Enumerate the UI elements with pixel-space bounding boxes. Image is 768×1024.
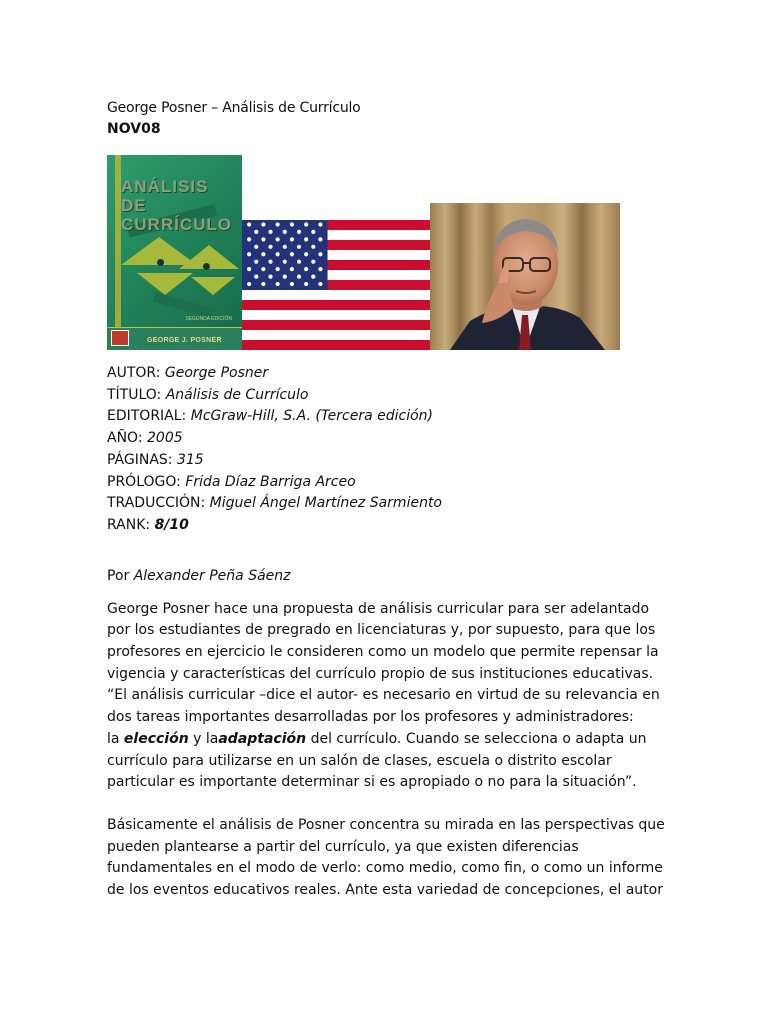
flag-star [290,252,294,256]
flag-star [297,260,301,264]
flag-star [311,245,315,249]
paragraph-1-line: particular es importante determinar si es apropiado o no para la situación”. [107,774,637,791]
flag-star [247,267,251,271]
cover-title [121,177,232,234]
detail-label: TÍTULO: [107,386,166,403]
book-details [107,363,667,537]
flag-stripe [242,290,431,300]
flag-star [318,237,322,241]
flag-star [318,267,322,271]
paragraph-2-line: pueden plantearse a partir del currículo, ya que existen diferencias [107,838,579,855]
flag-stripe [242,320,431,330]
flag-star [297,245,301,249]
paragraph-1-line: vigencia y características del currículo propio de sus instituciones educativas. [107,665,654,682]
detail-row [107,406,667,428]
detail-label: AUTOR: [107,365,165,381]
detail-value: Frida Díaz Barriga Arceo [185,473,356,490]
flag-star [318,252,322,256]
paragraph-2-line: de los eventos educativos reales. Ante esta variedad de concepciones, el autor [107,882,663,899]
byline-author: Alexander Peña Sáenz [133,567,291,584]
flag-star [261,252,265,256]
flag-star [290,237,294,241]
flag-star [247,252,251,256]
detail-row [107,515,667,537]
flag-stripe [242,300,431,310]
detail-label: RANK: [107,516,155,533]
flag-star [283,230,287,234]
flag-star [276,267,280,271]
flag-star [261,237,265,241]
flag-star [254,275,258,279]
flag-star [283,245,287,249]
detail-value: McGraw-Hill, S.A. (Tercera edición) [190,408,433,425]
line-text: la [107,730,124,747]
cover-triangle-4 [191,277,235,295]
flag-star [290,267,294,271]
flag-stripe [242,330,431,340]
paragraph-1-line: George Posner hace una propuesta de análisis curricular para ser adelantado [107,600,650,617]
detail-value: Miguel Ángel Martínez Sarmiento [209,495,442,512]
detail-row [107,363,667,385]
paragraph-1-line: por los estudiantes de pregrado en licenciaturas y, por supuesto, para que los [107,622,656,639]
cover-dot-1 [157,259,164,266]
flag-star [261,267,265,271]
flag-star [311,275,315,279]
author-portrait-image [430,203,620,350]
flag-star [261,282,265,286]
flag-stripe [242,340,431,350]
flag-star [304,237,308,241]
detail-value: 2005 [147,430,183,447]
paragraph-2-line: Básicamente el análisis de Posner concentra su mirada en las perspectivas que [107,816,665,833]
image-row [107,155,667,355]
cover-dot-2 [203,263,210,270]
flag-star [276,282,280,286]
detail-value: 315 [176,451,204,468]
publisher-logo-icon [111,330,129,346]
paragraph-2-line: fundamentales en el modo de verlo: como medio, como fin, o como un informe [107,860,663,877]
detail-label: TRADUCCIÓN: [107,495,210,512]
flag-star [311,260,315,264]
flag-star [268,245,272,249]
flag-star [276,222,280,226]
flag-star [318,282,322,286]
detail-row [107,472,667,494]
flag-star [247,237,251,241]
detail-label: EDITORIAL: [107,408,191,425]
flag-stripe [242,310,431,320]
cover-title-line-2: DE [121,196,147,215]
book-cover-image [107,155,242,350]
flag-star [304,222,308,226]
flag-star [268,275,272,279]
us-flag-image [242,220,431,350]
document-title: George Posner – Análisis de Currículo [107,100,361,116]
document-code: NOV08 [107,121,161,137]
cover-author: GEORGE J. POSNER [147,337,222,344]
cover-edition: SEGUNDA EDICIÓN [185,316,232,322]
emphasis-adaptacion: adaptación [218,730,307,747]
detail-row [107,493,667,515]
detail-label: AÑO: [107,430,147,447]
paragraph-1-line [107,729,667,751]
detail-label: PRÓLOGO: [107,473,186,490]
flag-star [254,230,258,234]
flag-star [283,275,287,279]
flag-star [297,230,301,234]
detail-row [107,450,667,472]
detail-value: 8/10 [154,516,189,533]
flag-star [268,260,272,264]
detail-value: George Posner [164,365,269,381]
detail-row [107,428,667,450]
cover-triangle-3 [137,273,193,295]
flag-star [304,252,308,256]
flag-star [247,282,251,286]
detail-label: PÁGINAS: [107,451,177,468]
cover-title-line-3: CURRÍCULO [121,215,232,234]
paragraph-1 [107,599,667,794]
flag-star [254,245,258,249]
paragraph-1-line: currículo para utilizarse en un salón de clases, escuela o distrito escolar [107,752,612,769]
flag-star [261,222,265,226]
flag-star [290,222,294,226]
line-text: y la [188,730,219,747]
flag-star [283,260,287,264]
flag-star [311,230,315,234]
cover-title-line-1: ANÁLISIS [121,177,209,196]
flag-star [318,222,322,226]
flag-star [304,267,308,271]
detail-value: Análisis de Currículo [165,386,309,403]
detail-row [107,385,667,407]
emphasis-eleccion: elección [123,730,189,747]
review-byline [107,565,667,587]
paragraph-1-line: “El análisis curricular –dice el autor- es necesario en virtud de su relevancia en [107,687,660,704]
cover-band-2 [153,292,213,318]
flag-star [268,230,272,234]
line-text: del currículo. Cuando se selecciona o adapta un [306,730,647,747]
flag-star [276,252,280,256]
flag-star [247,222,251,226]
flag-star [297,275,301,279]
paragraph-1-line: profesores en ejercicio le consideren como un modelo que permite repensar la [107,644,659,661]
flag-star [276,237,280,241]
paragraph-2 [107,815,667,902]
flag-star [290,282,294,286]
paragraph-1-line: dos tareas importantes desarrolladas por los profesores y administradores: [107,709,634,726]
byline-prefix: Por [107,567,134,584]
flag-star [254,260,258,264]
document-page [107,97,667,902]
flag-star [304,282,308,286]
